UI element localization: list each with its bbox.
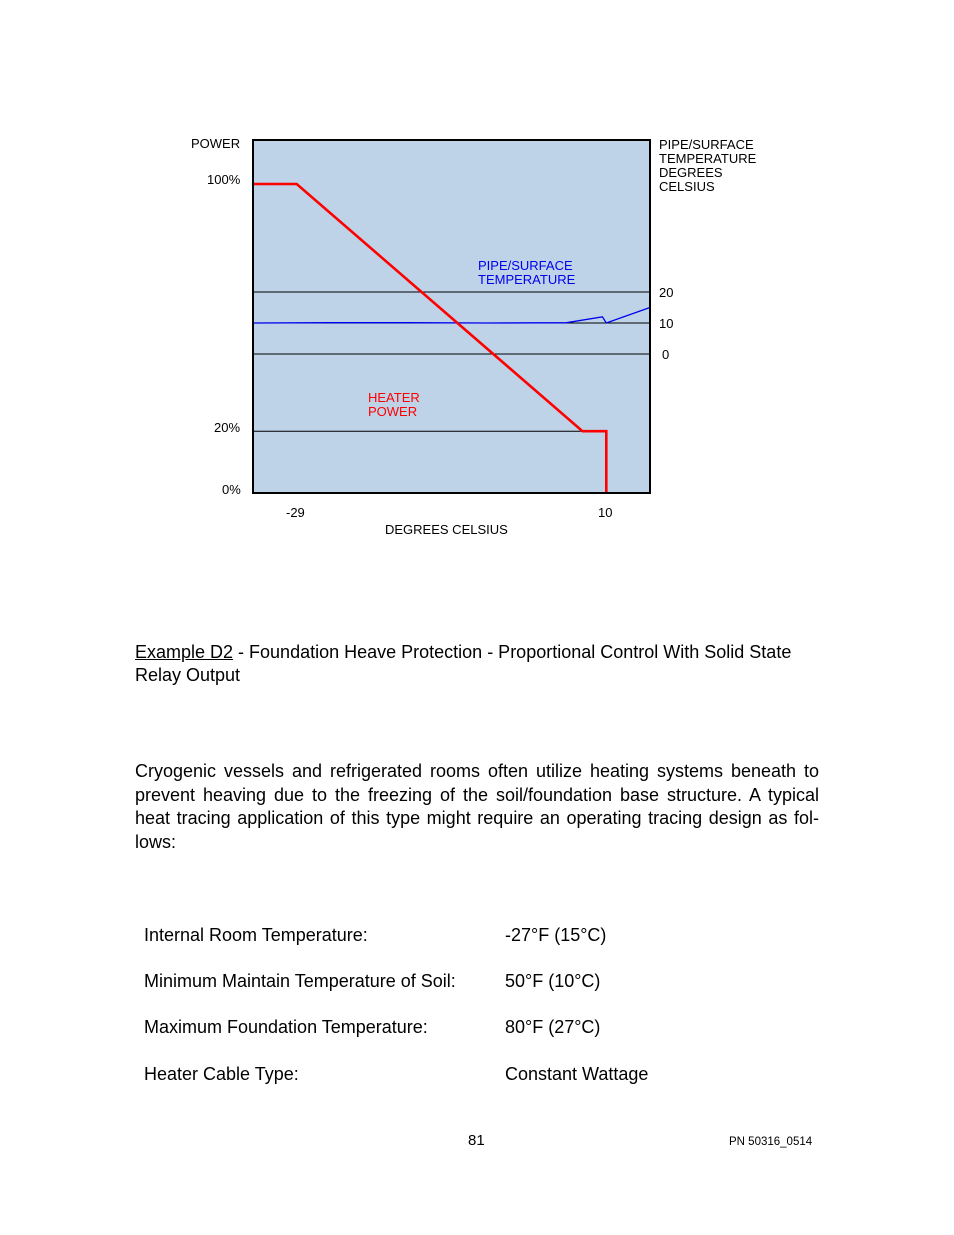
- heater-series-label-line: HEATER: [368, 390, 420, 405]
- right-tick-10: 10: [659, 316, 674, 331]
- spec-label: Maximum Foundation Temperature:: [144, 1017, 428, 1037]
- right-axis-title-line: CELSIUS: [659, 179, 715, 194]
- right-axis-title-line: TEMPERATURE: [659, 151, 757, 166]
- spec-label: Minimum Maintain Temperature of Soil:: [144, 971, 456, 991]
- section-heading: [135, 641, 819, 687]
- right-axis-title: [659, 138, 756, 194]
- right-axis-title-line: PIPE/SURFACE: [659, 137, 754, 152]
- x-tick-minus-29: -29: [286, 505, 305, 520]
- left-tick-0: 0%: [222, 482, 241, 497]
- heater-series-label: [368, 391, 420, 419]
- right-tick-20: 20: [659, 285, 674, 300]
- heading-title: - Foundation Heave Protection - Proportional Control With Solid State Relay Output: [135, 642, 792, 685]
- left-tick-100: 100%: [207, 172, 241, 187]
- example-label: Example D2: [135, 642, 234, 662]
- part-number: PN 50316_0514: [729, 1136, 813, 1148]
- spec-label: Heater Cable Type:: [144, 1064, 299, 1084]
- heater-series-label-line: POWER: [368, 404, 418, 419]
- spec-label: Internal Room Temperature:: [144, 925, 368, 945]
- page-number: 81: [468, 1132, 485, 1149]
- left-axis-title: POWER: [191, 136, 241, 151]
- temperature-series-label-line: PIPE/SURFACE: [478, 258, 573, 273]
- temperature-series-label: [478, 259, 575, 287]
- spec-value: Constant Wattage: [505, 1064, 649, 1084]
- body-paragraph: Cryogenic vessels and refrigerated rooms often utilize heating systems beneath to prevent heaving due to the freezing of the soil/foundation base structure. A typical heat tracing application of this type might require an operating tracing design as fol-lows:: [135, 761, 819, 852]
- x-tick-10: 10: [598, 505, 613, 520]
- temperature-series-label-line: TEMPERATURE: [478, 272, 576, 287]
- left-tick-20: 20%: [214, 420, 241, 435]
- chart-plot: [0, 0, 954, 560]
- right-axis-title-line: DEGREES: [659, 165, 723, 180]
- spec-value: 80°F (27°C): [505, 1017, 601, 1037]
- spec-value: -27°F (15°C): [505, 925, 607, 945]
- spec-value: 50°F (10°C): [505, 971, 601, 991]
- x-axis-title: DEGREES CELSIUS: [385, 522, 508, 537]
- right-tick-0: 0: [662, 347, 670, 362]
